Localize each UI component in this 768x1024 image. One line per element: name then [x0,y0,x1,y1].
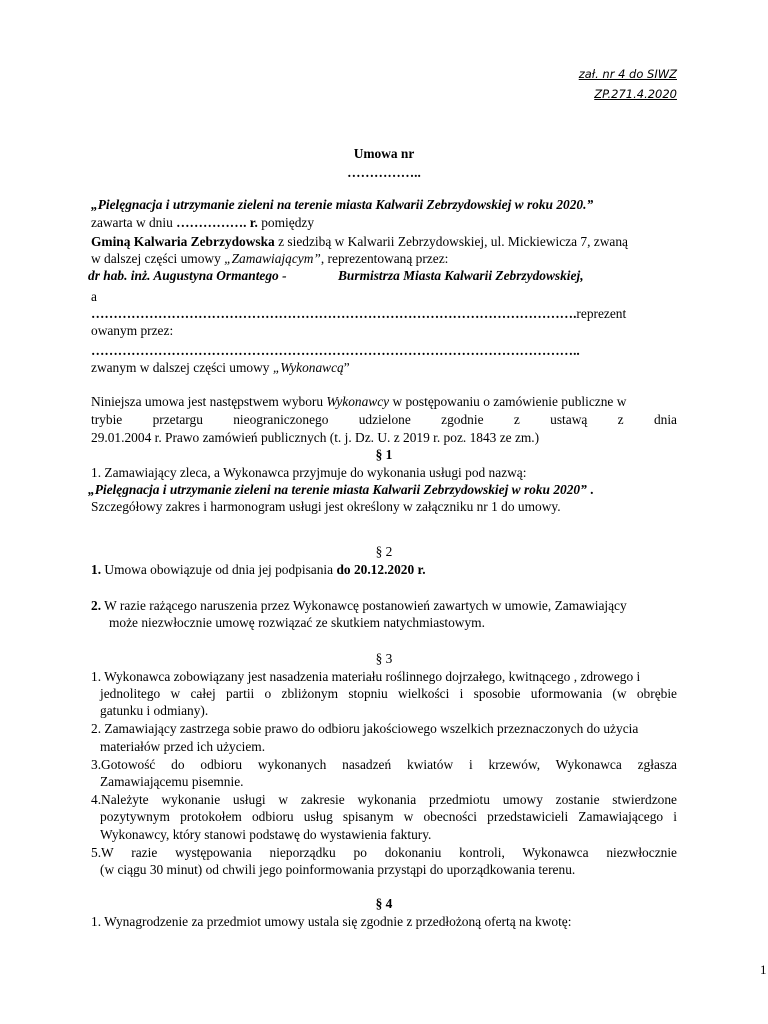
section-2-item-1: 1. Umowa obowiązuje od dnia jej podpisania do 20.12.2020 r. [91,562,426,577]
section-3-item-3-cont: Zamawiającemu pisemnie. [100,774,244,789]
section-4-item-1: 1. Wynagrodzenie za przedmiot umowy ustala się zgodnie z przedłożoną ofertą na kwotę: [91,914,572,929]
representative-title: Burmistrza Miasta Kalwarii Zebrzydowskiej, [338,268,584,283]
section-2-item-2: 2. W razie rażącego naruszenia przez Wykonawcę postanowień zawartych w umowie, Zamawiający [91,598,627,613]
party1-line: Gminą Kalwaria Zebrzydowska z siedzibą w Kalwarii Zebrzydowskiej, ul. Mickiewicza 7, zwaną [91,234,628,249]
party2-represented: owanym przez: [91,323,174,338]
section-1-item-1: 1. Zamawiający zleca, a Wykonawca przyjmuje do wykonania usługi pod nazwą: [91,465,527,480]
concluded-date-line: zawarta w dniu ……………. r. pomiędzy [91,215,315,230]
section-3-item-4-cont: pozytywnym protokołem odbioru usług spisanym w obecności przedstawicieli Zamawiającego i [100,809,677,824]
contract-subject: „Pielęgnacja i utrzymanie zieleni na terenie miasta Kalwarii Zebrzydowskiej w roku 2020.” [91,197,594,212]
section-2-heading: § 2 [375,544,393,559]
reference-number: ZP.271.4.2020 [594,87,677,101]
section-3-item-1-end: gatunku i odmiany). [100,703,209,718]
section-3-item-4: 4.Należyte wykonanie usługi w zakresie wykonania przedmiotu umowy zostanie stwierdzone [91,792,677,807]
preamble-line3: 29.01.2004 r. Prawo zamówień publicznych (t. j. Dz. U. z 2019 r. poz. 1843 ze zm.) [91,430,540,445]
section-3-item-1-cont: jednolitego w całej partii o zbliżonym stopniu wielkości i sposobie uformowania (w obrębie [100,686,677,701]
section-3-item-1: 1. Wykonawca zobowiązany jest nasadzenia materiału roślinnego dojrzałego, kwitnącego , zdrowego i [91,669,641,684]
section-3-item-3: 3.Gotowość do odbioru wykonanych nasadzeń kwiatów i krzewów, Wykonawca zgłasza [91,757,677,772]
section-2-item-2-cont: może niezwłocznie umowę rozwiązać ze skutkiem natychmiastowym. [109,615,485,630]
section-3-item-2-cont: materiałów przed ich użyciem. [100,739,266,754]
section-4-heading: § 4 [375,896,393,911]
party1-role-line: w dalszej części umowy „Zamawiającym”, reprezentowaną przez: [91,251,449,266]
page-number: 1 [760,962,767,977]
contract-title: Umowa nr [353,146,415,161]
section-3-item-4-end: Wykonawcy, który stanowi podstawę do wystawienia faktury. [100,827,432,842]
and-conjunction: a [91,289,97,304]
party2-line: ……………………………………………………………………………………………….reprezent [91,306,627,321]
preamble-line1: Niniejsza umowa jest następstwem wyboru Wykonawcy w postępowaniu o zamówienie publiczne w [91,394,627,409]
section-1-detail: Szczegółowy zakres i harmonogram usługi jest określony w załączniku nr 1 do umowy. [91,499,561,514]
section-3-heading: § 3 [375,651,393,666]
section-1-heading: § 1 [375,447,393,462]
section-1-service-title: „Pielęgnacja i utrzymanie zieleni na terenie miasta Kalwarii Zebrzydowskiej w roku 2020” . [88,482,594,497]
section-3-item-5-cont: (w ciągu 30 minut) od chwili jego poinformowania przystąpi do uporządkowania terenu. [100,862,576,877]
contract-number: …………….. [347,165,421,180]
preamble-line2: trybie przetargu nieograniczonego udzielone zgodnie z ustawą z dnia [91,412,677,427]
representative-name: dr hab. inż. Augustyna Ormantego - [88,268,287,283]
party2-rep-dots: ……………………………………………………………………………………………….. [91,343,580,358]
section-3-item-5: 5.W razie występowania nieporządku po dokonaniu kontroli, Wykonawca niezwłocznie [91,845,677,860]
attachment-label: zał. nr 4 do SIWZ [578,67,677,81]
party2-role-line: zwanym w dalszej części umowy „Wykonawcą” [91,360,350,375]
section-3-item-2: 2. Zamawiający zastrzega sobie prawo do odbioru jakościowego wszelkich przeznaczonych do użycia [91,721,639,736]
